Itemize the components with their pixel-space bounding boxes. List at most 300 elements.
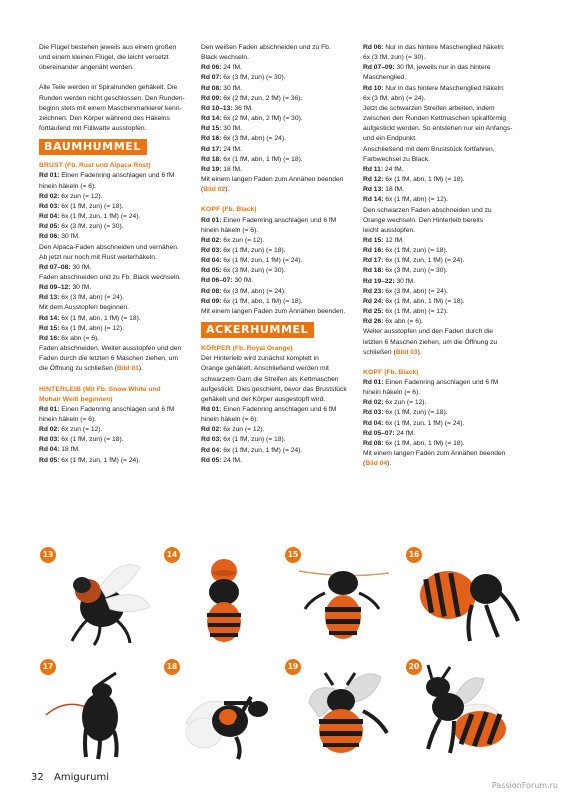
round-text: 6x (1 fM, zun) (= 18). (221, 246, 286, 254)
bee-photo-14 (164, 547, 286, 651)
round-label: Rd 02: (39, 192, 60, 200)
round-text: Einen Fadenring anschlagen und 6 fM (59, 405, 175, 413)
round-label: Rd 19–22: (363, 277, 395, 285)
round-label: Rd 04: (39, 446, 60, 454)
instruction-row (363, 134, 519, 144)
round-label: Rd 03: (363, 409, 384, 417)
round-label: Rd 19: (201, 165, 222, 173)
round-text: Ab jetzt nur noch mit Rust weiterhäkeln. (39, 253, 157, 261)
step-photo-15 (285, 547, 407, 651)
round-text: 6x (1 fM, zun) (= 18). (59, 436, 124, 444)
section-title-ackerhummel: ACKERHUMMEL (201, 322, 314, 338)
instruction-row (201, 63, 357, 73)
round-text: Anschließend mit dem Bruststück fortfahren. (363, 145, 495, 153)
watermark: PassionForum.ru (491, 781, 558, 790)
instruction-row (39, 415, 195, 425)
instruction-row (201, 375, 357, 385)
hinterleib-rows-cont (201, 43, 357, 185)
round-text: hinein häkeln (= 6). (201, 226, 259, 234)
round-label: Rd 09: (201, 94, 222, 102)
round-label: Rd 01: (39, 405, 60, 413)
step-photo-20 (406, 659, 528, 763)
instruction-row (363, 145, 519, 155)
step-number-badge: 15 (285, 547, 301, 563)
round-label: Rd 01: (201, 406, 222, 413)
step-photo-19 (285, 659, 407, 763)
round-label: Rd 05: (201, 456, 222, 464)
round-text: 6x (1 fM, zun, 1 fM) (= 24). (383, 257, 465, 265)
round-text: 18 fM. (383, 186, 404, 194)
instruction-row (363, 175, 519, 185)
instruction-row (363, 429, 519, 439)
instruction-row (201, 266, 357, 276)
round-text: 6x (2 fM, zun, 2 fM) (= 36). (221, 94, 303, 102)
round-text: 30 fM. (70, 263, 92, 271)
instruction-row (39, 293, 195, 303)
instruction-row (363, 246, 519, 256)
instruction-row (201, 84, 357, 94)
round-label: Rd 06: (39, 233, 60, 241)
bee-photo-16 (406, 547, 528, 651)
round-text: Maschenglied. (363, 74, 407, 82)
round-text: 6x (3 fM, zun) (= 30). (363, 54, 426, 62)
section-title-baumhummel: BAUMHUMMEL (39, 139, 147, 155)
round-text: 6x (1 fM, zun, 1 fM) (= 24). (221, 446, 303, 454)
instruction-row: die Öffnung zu schließen (Bild 01). (39, 365, 143, 373)
round-label: Rd 06: (363, 44, 384, 51)
round-text: 6x (3 fM, zun) (= 30). (59, 223, 124, 231)
step-photo-17 (40, 659, 162, 763)
instruction-row (363, 43, 519, 53)
step-number-badge: 17 (40, 659, 56, 675)
instruction-row (363, 185, 519, 195)
round-label: Rd 17: (363, 257, 384, 265)
round-text: Der Hinterleib wird zunächst komplett in (201, 355, 319, 363)
round-label: Rd 04: (39, 213, 60, 221)
instruction-row (363, 206, 519, 216)
column-1 (39, 43, 195, 466)
step-number-badge: 14 (164, 547, 180, 563)
instruction-row (201, 175, 357, 185)
instruction-row (201, 114, 357, 124)
round-text: 6x zun (= 12). (221, 426, 265, 434)
instruction-row (201, 236, 357, 246)
instruction-row (39, 445, 195, 455)
round-text: 6x (1 fM, abn) (= 12). (383, 196, 448, 204)
instruction-row (201, 226, 357, 236)
round-text: 6x (3 fM, abn) (= 24). (221, 287, 286, 295)
round-text: 6x (1 fM, abn, 1 fM) (= 18). (383, 176, 465, 184)
round-text: 30 fM. (394, 277, 416, 285)
round-text: 6x (3 fM, abn) (= 24). (383, 287, 448, 295)
round-label: Rd 14: (363, 196, 384, 204)
instruction-row (363, 114, 519, 124)
instruction-row (201, 385, 357, 395)
brust-rows (39, 171, 195, 374)
round-label: Rd 15: (39, 324, 60, 332)
subheading-brust: BRUST (Fb. Rust und Alpaca Rost) (39, 162, 151, 170)
round-label: Rd 06–07: (201, 277, 233, 285)
round-text: Mit einem langen Faden zum Annähen beenden (363, 450, 506, 458)
round-label: Rd 04: (363, 419, 384, 427)
instruction-row (39, 283, 195, 293)
instruction-row (39, 344, 195, 354)
instruction-row (201, 446, 357, 456)
round-label: Rd 02: (39, 426, 60, 434)
round-label: Rd 04: (201, 446, 222, 454)
instruction-row (363, 307, 519, 317)
round-text: 6x (1 fM, zun) (= 18). (383, 409, 448, 417)
instruction-row (201, 124, 357, 134)
subheading-hinterleib-cont: Mohair Weiß beginnen) (39, 395, 113, 403)
instruction-row (39, 314, 195, 324)
round-text: 6x zun (= 12). (59, 192, 103, 200)
round-text: 6x (1 fM, abn) (= 12). (59, 324, 124, 332)
step-photo-13 (40, 547, 162, 651)
text-line: übereinander angenäht werden. (39, 64, 134, 72)
round-label: Rd 15: (201, 125, 222, 133)
round-text: 24 fM. (383, 165, 404, 173)
instruction-row (201, 287, 357, 297)
figure-ref: Bild 04 (365, 460, 388, 468)
instruction-row (201, 435, 357, 445)
round-label: Rd 16: (39, 334, 60, 342)
round-text: 6x (1 fM, abn, 1 fM) (= 18). (221, 155, 303, 163)
round-text: schwarzem Garn die Streifen als Kettmaschen (201, 375, 339, 383)
round-text: 6x (1 fM, zun) (= 18). (59, 202, 124, 210)
round-text: 30 fM. (70, 284, 92, 292)
round-label: Rd 08: (363, 439, 384, 447)
column-3 (363, 43, 519, 469)
round-text: Jetzt die schwarzen Streifen arbeiten, indem (363, 104, 495, 112)
round-text: gehäkelt und der Körper ausgestopft wird. (201, 395, 326, 403)
instruction-row (363, 216, 519, 226)
instruction-row (201, 155, 357, 165)
instruction-row (363, 378, 519, 388)
round-label: Rd 07–09: (363, 64, 395, 72)
round-text: 30 fM. (221, 84, 242, 92)
round-text: 12 fM. (383, 236, 404, 244)
subheading-hinterleib: HINTERLEIB (Mit Fb. Snow White und (39, 385, 161, 393)
round-label: Rd 10: (363, 84, 384, 92)
instruction-row: schließen (Bild 03). (363, 348, 422, 356)
instruction-row (363, 266, 519, 276)
instruction-row (201, 276, 357, 286)
instruction-row (363, 398, 519, 408)
text-line: zeichnen. Den Körper während des Häkelns (39, 114, 170, 122)
round-label: Rd 05–07: (363, 429, 395, 437)
round-label: Rd 08: (201, 287, 222, 295)
round-text: 6x (3 fM, abn) (= 24). (59, 294, 124, 302)
round-text: Einen Fadenring anschlagen und 6 fM (383, 379, 499, 386)
round-text: aufgestickt. Dies geschieht, bevor das Bruststück (201, 385, 347, 393)
round-text: hinein häkeln (= 6). (363, 389, 421, 397)
instruction-row (201, 425, 357, 435)
round-text: 6x zun (= 12). (383, 399, 427, 407)
instruction-row (39, 303, 195, 313)
round-label: Rd 01: (201, 216, 222, 224)
instruction-row (363, 388, 519, 398)
instruction-row (363, 53, 519, 63)
round-text: 6x (1 fM, abn) (= 12). (383, 308, 448, 316)
step-photo-18 (164, 659, 286, 763)
round-label: Rd 15: (363, 236, 384, 244)
step-photo-16 (406, 547, 528, 651)
round-text: schließen ( (363, 348, 396, 356)
round-label: Rd 07–08: (39, 263, 71, 271)
round-text: 6x (1 fM, zun, 1 fM) (= 24). (383, 419, 465, 427)
round-text: 24 fM. (221, 145, 242, 153)
round-text: 6x (3 fM, zun) (= 30). (221, 74, 286, 82)
round-label: Rd 25: (363, 308, 384, 316)
round-label: Rd 18: (363, 267, 384, 275)
round-label: Rd 03: (201, 436, 222, 444)
round-text: Faden abschneiden. Weiter ausstopfen und den (39, 345, 182, 353)
round-label: Rd 01: (39, 172, 60, 180)
round-text: Farbwechsel zu Black. (363, 155, 430, 163)
text-line: Alle Teile werden in Spiralrunden gehäkelt. Die (39, 84, 178, 92)
figure-ref: Bild 03 (395, 348, 418, 356)
instruction-row (201, 364, 357, 374)
instruction-row (201, 53, 357, 63)
instruction-row (39, 425, 195, 435)
round-text: aufgestickt werden. So entstehen nur ein Anfangs- (363, 125, 513, 133)
instruction-row (39, 253, 195, 263)
round-label: Rd 14: (39, 314, 60, 322)
round-text: 24 fM. (394, 429, 416, 437)
subheading-kopf-2: KOPF (Fb. Black) (363, 368, 419, 376)
instruction-row (39, 405, 195, 415)
round-text: zwischen den Runden Kettmaschen spiralförmig (363, 115, 507, 123)
round-label: Rd 05: (39, 223, 60, 231)
round-text: 18 fM. (59, 446, 80, 454)
instruction-row (363, 84, 519, 94)
round-text: Black wechseln. (201, 54, 249, 62)
instruction-row (363, 419, 519, 429)
instruction-row (363, 63, 519, 73)
round-text: Mit dem Ausstopfen beginnen. (39, 304, 129, 312)
step-photo-14 (164, 547, 286, 651)
round-label: Rd 03: (39, 436, 60, 444)
round-text: 6x zun (= 12). (221, 236, 265, 244)
text-line: Die Flügel bestehen jeweils aus einem großen (39, 44, 177, 51)
instruction-row (363, 104, 519, 114)
instruction-row (201, 165, 357, 175)
instruction-row (201, 73, 357, 83)
round-label: Rd 16: (201, 135, 222, 143)
round-label: Rd 09–12: (39, 284, 71, 292)
round-text: 6x (1 fM, zun) (= 18). (221, 436, 286, 444)
round-text: leicht ausstopfen. (363, 226, 416, 234)
instruction-row (363, 277, 519, 287)
instruction-row (363, 317, 519, 327)
instruction-row (201, 405, 357, 415)
koerper-rows (201, 354, 357, 466)
instruction-row (39, 263, 195, 273)
round-text: 30 fM, jeweils nur in das hintere (394, 64, 491, 72)
kopf-rows-2 (363, 378, 519, 459)
round-text: Den schwarzen Faden abschneiden und zu (363, 206, 492, 214)
round-text: Mit einem langen Faden zum Annähen beenden. (201, 307, 346, 315)
intro-paragraph-2 (39, 83, 195, 134)
instruction-row (363, 449, 519, 459)
bee-photo-15 (285, 547, 407, 651)
text-line: beginn stets mit einem Maschenmarkierer kenn- (39, 104, 182, 112)
round-text: 6x (1 fM, abn, 1 fM) (= 18). (221, 297, 303, 305)
round-label: Rd 17: (201, 145, 222, 153)
instruction-row (363, 408, 519, 418)
round-label: Rd 14: (201, 115, 222, 123)
round-label: Rd 26: (363, 318, 384, 326)
instruction-row (363, 297, 519, 307)
instruction-row (363, 287, 519, 297)
round-text: hinein häkeln (= 6). (39, 182, 97, 190)
round-text: 30 fM. (221, 125, 242, 133)
round-text: Den weißen Faden abschneiden und zu Fb. (201, 44, 331, 51)
round-text: Orange gehäkelt. Anschließend werden mit (201, 365, 329, 373)
instruction-row (39, 202, 195, 212)
round-text: 6x (1 fM, zun, 1 fM) (= 24). (59, 213, 141, 221)
hinterleib-rows (39, 405, 195, 466)
round-text: Mit einem langen Faden zum Annähen beenden (201, 176, 344, 184)
instruction-row (201, 297, 357, 307)
round-text: 18 fM. (221, 165, 242, 173)
instruction-row (201, 43, 357, 53)
round-label: Rd 05: (39, 456, 60, 464)
round-text: Einen Fadenring anschlagen und 6 fM (59, 172, 175, 180)
instruction-row (39, 273, 195, 283)
instruction-row (363, 236, 519, 246)
round-label: Rd 12: (363, 176, 384, 184)
text-line: und einem kleinen Flügel, die leicht versetzt (39, 54, 169, 62)
round-label: Rd 16: (363, 247, 384, 255)
instruction-row (39, 182, 195, 192)
round-text: 6x (3 fM, abn) (= 24). (363, 94, 426, 102)
bee-photo-18 (164, 659, 286, 763)
text-line: (Bild 04). (363, 460, 392, 468)
round-label: Rd 01: (363, 379, 384, 386)
instruction-row (201, 145, 357, 155)
instruction-row (201, 354, 357, 364)
round-text: Den Alpaca-Faden abschneiden und vernähen. (39, 243, 179, 251)
instruction-row (363, 165, 519, 175)
intro-paragraph (39, 43, 195, 73)
round-label: Rd 13: (363, 186, 384, 194)
bee-photo-20 (406, 659, 528, 763)
round-label: Rd 18: (201, 155, 222, 163)
round-text: die Öffnung zu schließen ( (39, 365, 117, 373)
round-text: 24 fM. (221, 456, 242, 464)
round-text: 30 fM. (59, 233, 80, 241)
round-label: Rd 09: (201, 297, 222, 305)
round-label: Rd 23: (363, 287, 384, 295)
round-label: Rd 10–13: (201, 104, 233, 112)
round-text: 6x (3 fM, zun) (= 30). (221, 267, 286, 275)
round-text: letzten 6 Maschen ziehen, um die Öffnung zu (363, 338, 498, 346)
page-number: 32 (31, 772, 44, 783)
column-2 (201, 43, 357, 466)
instruction-row (363, 124, 519, 134)
text-line: fortlaufend mit Füllwatte ausstopfen. (39, 125, 147, 133)
round-text: 6x zun (= 12). (59, 426, 103, 434)
round-text: Orange wechseln. Den Hinterleib bereits (363, 216, 484, 224)
round-label: Rd 06: (201, 64, 222, 72)
instruction-row (201, 307, 357, 317)
instruction-row (39, 354, 195, 364)
round-text: Nur in das hintere Maschenglied häkeln: (383, 84, 505, 92)
magazine-name: Amigurumi (54, 772, 110, 783)
round-text: hinein häkeln (= 6). (39, 416, 97, 423)
round-label: Rd 05: (201, 267, 222, 275)
round-label: Rd 11: (363, 165, 384, 173)
instruction-row (39, 171, 195, 181)
instruction-row (39, 334, 195, 344)
round-text: hinein häkeln (= 6). (201, 416, 259, 424)
round-label: Rd 13: (39, 294, 60, 302)
instruction-row (39, 324, 195, 334)
instruction-row (363, 338, 519, 348)
instruction-row (363, 94, 519, 104)
round-text: Faden abschneiden und zu Fb. Black wechseln. (39, 273, 182, 281)
figure-ref: Bild 02 (203, 186, 226, 194)
instruction-row (363, 226, 519, 236)
round-text: 6x (1 fM, zun, 1 fM) (= 24). (221, 257, 303, 265)
round-text: 6x (3 fM, zun) (= 30). (383, 267, 448, 275)
instruction-row (363, 256, 519, 266)
instruction-row (363, 73, 519, 83)
instruction-row (201, 134, 357, 144)
round-text: 6x abn (= 6). (383, 318, 424, 326)
instruction-row (201, 216, 357, 226)
instruction-row (363, 195, 519, 205)
round-text: 6x abn (= 6). (59, 334, 100, 342)
instruction-row (39, 456, 195, 466)
figure-ref: Bild 01 (116, 365, 139, 373)
step-number-badge: 16 (406, 547, 422, 563)
round-label: Rd 04: (201, 257, 222, 265)
round-text: und ein Endpunkt. (363, 135, 417, 143)
round-label: Rd 02: (201, 236, 222, 244)
bee-photo-17 (40, 659, 162, 763)
instruction-row (363, 439, 519, 449)
round-label: Rd 03: (201, 246, 222, 254)
instruction-row (363, 155, 519, 165)
round-text: Einen Fadenring anschlagen und 6 fM (221, 406, 337, 413)
round-text: Nur in das hintere Maschenglied häkeln: (383, 44, 505, 51)
subheading-kopf: KOPF (Fb. Black) (201, 206, 257, 214)
koerper-rows-cont (363, 43, 519, 358)
instruction-row (39, 243, 195, 253)
round-text: Einen Fadenring anschlagen und 6 fM (221, 216, 337, 224)
round-label: Rd 07: (201, 74, 222, 82)
round-text: Weiter ausstopfen und den Faden durch die (363, 328, 493, 336)
kopf-rows (201, 216, 357, 318)
step-number-badge: 20 (406, 659, 422, 675)
round-text: Faden durch die letzten 6 Maschen ziehen, um (39, 355, 179, 363)
round-text: 6x (1 fM, zun) (= 18). (383, 247, 448, 255)
instruction-row (363, 327, 519, 337)
round-text: 24 fM. (221, 64, 242, 72)
instruction-row (201, 256, 357, 266)
instruction-row (201, 104, 357, 114)
round-text: 36 fM. (232, 104, 254, 112)
round-text: 6x (1 fM, abn, 1 fM) (= 18). (383, 297, 465, 305)
instruction-row (201, 415, 357, 425)
round-text: 6x (2 fM, abn, 2 fM) (= 30). (221, 115, 303, 123)
round-label: Rd 02: (201, 426, 222, 434)
instruction-row (39, 212, 195, 222)
subheading-koerper: KÖRPER (Fb. Royal Orange) (201, 345, 293, 353)
